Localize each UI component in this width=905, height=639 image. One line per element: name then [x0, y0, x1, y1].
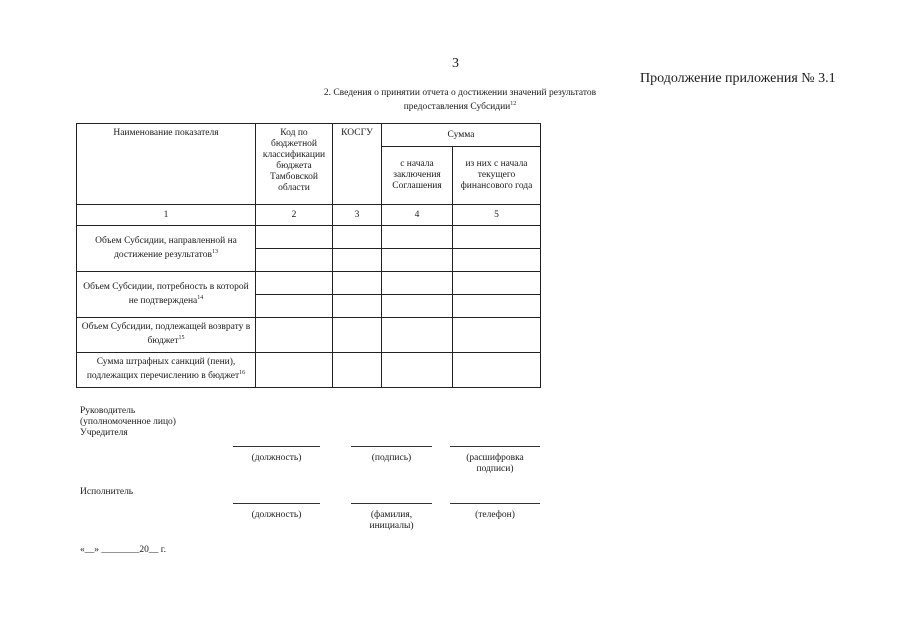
table-cell [382, 318, 453, 353]
signature-line [450, 503, 540, 504]
table-cell [333, 226, 382, 249]
continuation-title: Продолжение приложения № 3.1 [640, 71, 836, 86]
table-cell [453, 272, 541, 295]
table-cell [453, 249, 541, 272]
signature-line [233, 446, 320, 447]
table-cell [453, 318, 541, 353]
header-sum: Сумма [382, 124, 541, 147]
table-cell [256, 318, 333, 353]
executor-caption-position: (должность) [251, 510, 302, 520]
column-number: 1 [77, 205, 256, 226]
signature-line [450, 446, 540, 447]
column-number: 2 [256, 205, 333, 226]
table-cell [256, 249, 333, 272]
table-cell [453, 353, 541, 388]
head-caption-signature: (подпись) [371, 453, 412, 463]
header-sum-from-agreement: с начала заключения Соглашения [382, 147, 453, 205]
table-cell [382, 353, 453, 388]
row-label: Сумма штрафных санкций (пени), подлежащих перечислению в бюджет$^{16}$ [77, 353, 256, 388]
page-number: 3 [452, 56, 459, 71]
row-label: Объем Субсидии, потребность в которой не подтверждена$^{14}$ [77, 272, 256, 318]
table-cell [333, 353, 382, 388]
table-cell [256, 353, 333, 388]
table-cell [453, 226, 541, 249]
signature-line [351, 503, 432, 504]
head-label: Руководитель (уполномоченное лицо) Учредителя [80, 406, 176, 438]
signature-line [351, 446, 432, 447]
header-sum-current-year: из них с начала текущего финансового года [453, 147, 541, 205]
table-cell [333, 318, 382, 353]
section-title-text: 2. Сведения о принятии отчета о достижении значений результатов предоставления Субсидии [323, 88, 597, 113]
table-cell [382, 249, 453, 272]
header-kosgu: КОСГУ [333, 124, 382, 205]
table-cell [256, 295, 333, 318]
report-table [76, 123, 541, 388]
table-cell [382, 295, 453, 318]
section-title-footnote: 12 [510, 101, 517, 107]
executor-label: Исполнитель [80, 487, 134, 497]
column-number: 5 [453, 205, 541, 226]
signature-line [233, 503, 320, 504]
section-title [320, 88, 600, 113]
column-number: 4 [382, 205, 453, 226]
executor-caption-phone: (телефон) [475, 510, 515, 520]
head-caption-name: (расшифровка подписи) [466, 453, 524, 474]
head-caption-position: (должность) [251, 453, 302, 463]
date-line: «__» ________20__ г. [80, 545, 166, 555]
header-budget-code: Код по бюджетной классификации бюджета Тамбовской области [256, 124, 333, 205]
table-cell [382, 226, 453, 249]
table-cell [453, 295, 541, 318]
table-cell [333, 272, 382, 295]
row-label: Объем Субсидии, подлежащей возврату в бюджет$^{15}$ [77, 318, 256, 353]
executor-caption-name: (фамилия, инициалы) [369, 510, 414, 531]
table-cell [333, 295, 382, 318]
table-cell [382, 272, 453, 295]
table-cell [333, 249, 382, 272]
table-cell [256, 272, 333, 295]
column-number: 3 [333, 205, 382, 226]
header-indicator: Наименование показателя [77, 124, 256, 205]
row-label: Объем Субсидии, направленной на достижение результатов$^{13}$ [77, 226, 256, 272]
table-cell [256, 226, 333, 249]
